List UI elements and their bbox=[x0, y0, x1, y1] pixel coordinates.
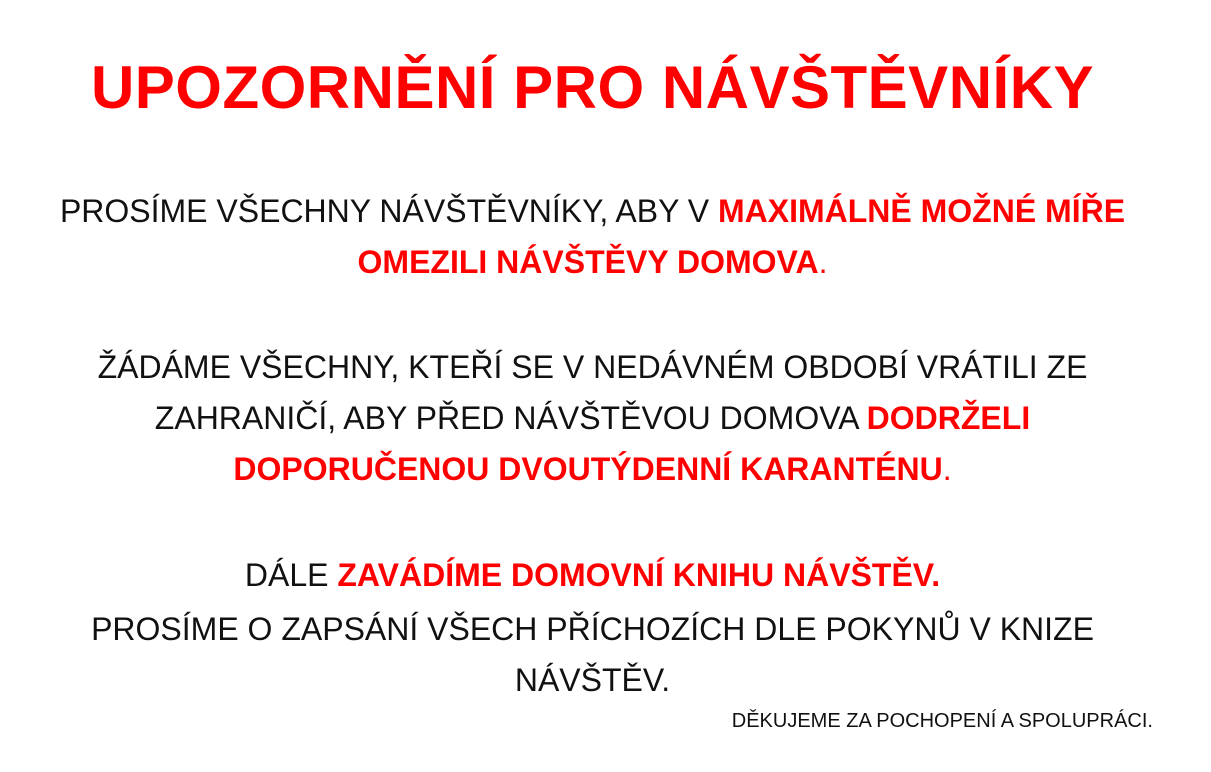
paragraph-sign-in bbox=[40, 604, 1145, 706]
paragraph-text: ŽÁDÁME VŠECHNY, KTEŘÍ SE V NEDÁVNÉM OBDOBÍ VRÁTILI ZE ZAHRANIČÍ, ABY PŘED NÁVŠTĚVOU DOMOVA bbox=[97, 349, 1088, 436]
paragraph-highlight: DODRŽELI DOPORUČENOU DVOUTÝDENNÍ KARANTÉNU bbox=[233, 400, 1031, 487]
notice-title: UPOZORNĚNÍ PRO NÁVŠTĚVNÍKY bbox=[90, 54, 1095, 121]
paragraph-limit-visits bbox=[40, 186, 1145, 288]
paragraph-highlight: MAXIMÁLNĚ MOŽNÉ MÍŘE OMEZILI NÁVŠTĚVY DOMOVA bbox=[357, 193, 1126, 280]
paragraph-highlight: ZAVÁDÍME DOMOVNÍ KNIHU NÁVŠTĚV. bbox=[337, 557, 941, 593]
paragraph-visit-book bbox=[40, 550, 1145, 601]
paragraph-period: . bbox=[818, 244, 828, 280]
paragraph-text: DÁLE bbox=[244, 557, 338, 593]
paragraph-period: . bbox=[942, 451, 952, 487]
paragraph-text: PROSÍME O ZAPSÁNÍ VŠECH PŘÍCHOZÍCH DLE POKYNŮ V KNIZE NÁVŠTĚV. bbox=[91, 611, 1094, 698]
paragraph-quarantine bbox=[40, 342, 1145, 495]
closing-thanks: DĚKUJEME ZA POCHOPENÍ A SPOLUPRÁCI. bbox=[731, 710, 1153, 732]
paragraph-text: PROSÍME VŠECHNY NÁVŠTĚVNÍKY, ABY V bbox=[59, 193, 718, 229]
